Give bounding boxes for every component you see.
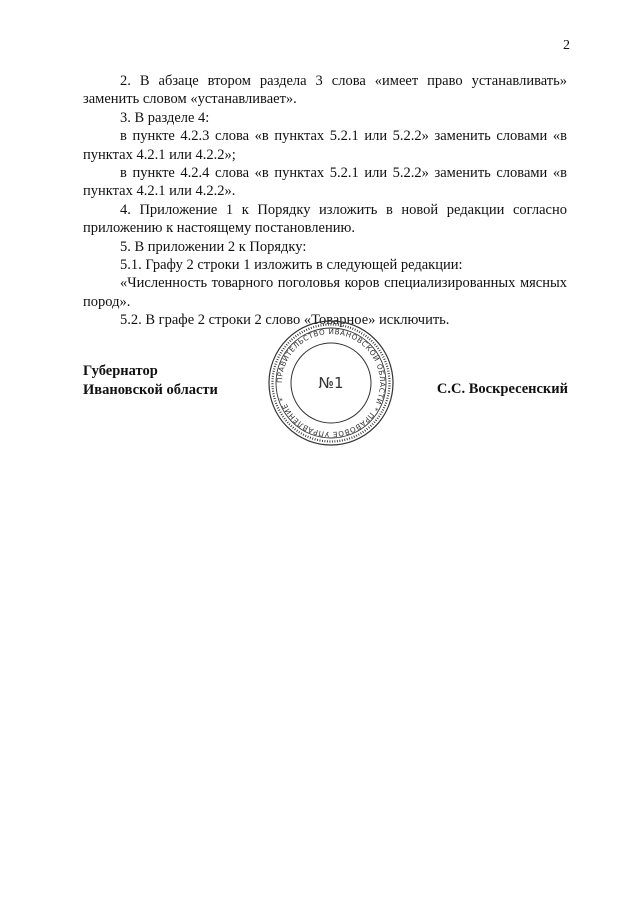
official-seal (266, 318, 396, 448)
paragraph-item-5: 5. В приложении 2 к Порядку: (120, 238, 307, 255)
signatory-name: С.С. Воскресенский (436, 381, 568, 397)
signatory-title-line1: Губернатор (83, 363, 158, 379)
seal-ring-text: ПРАВИТЕЛЬСТВО ИВАНОВСКОЙ ОБЛАСТИ * ПРАВОВОЕ УПРАВЛЕНИЕ * (274, 326, 388, 440)
signatory-title (83, 362, 218, 399)
paragraph-item-2: 2. В абзаце втором раздела 3 слова «имеет право устанавливать» заменить словом «устанавливает». (83, 73, 567, 108)
paragraph-item-5-1: 5.1. Графу 2 строки 1 изложить в следующей редакции: (120, 257, 463, 274)
seal-number: №1 (318, 374, 344, 392)
paragraph-item-5-1-text: «Численность товарного поголовья коров специализированных мясных пород». (83, 275, 567, 310)
paragraph-item-3-1: в пункте 4.2.3 слова «в пунктах 5.2.1 или 5.2.2» заменить словами «в пунктах 4.2.1 или 4.2.2»; (83, 128, 567, 163)
paragraph-item-4: 4. Приложение 1 к Порядку изложить в новой редакции согласно приложению к настоящему постановлению. (83, 201, 567, 237)
signatory-title-line2: Ивановской области (83, 381, 218, 398)
paragraph-item-3: 3. В разделе 4: (120, 109, 210, 126)
paragraph-item-3-2: в пункте 4.2.4 слова «в пунктах 5.2.1 или 5.2.2» заменить словами «в пунктах 4.2.1 или 4.2.2». (83, 165, 567, 200)
page-number: 2 (563, 38, 570, 53)
paragraph-item-5-2: 5.2. В графе 2 строки 2 слово «Товарное» исключить. (120, 312, 450, 329)
document-body (83, 72, 567, 330)
